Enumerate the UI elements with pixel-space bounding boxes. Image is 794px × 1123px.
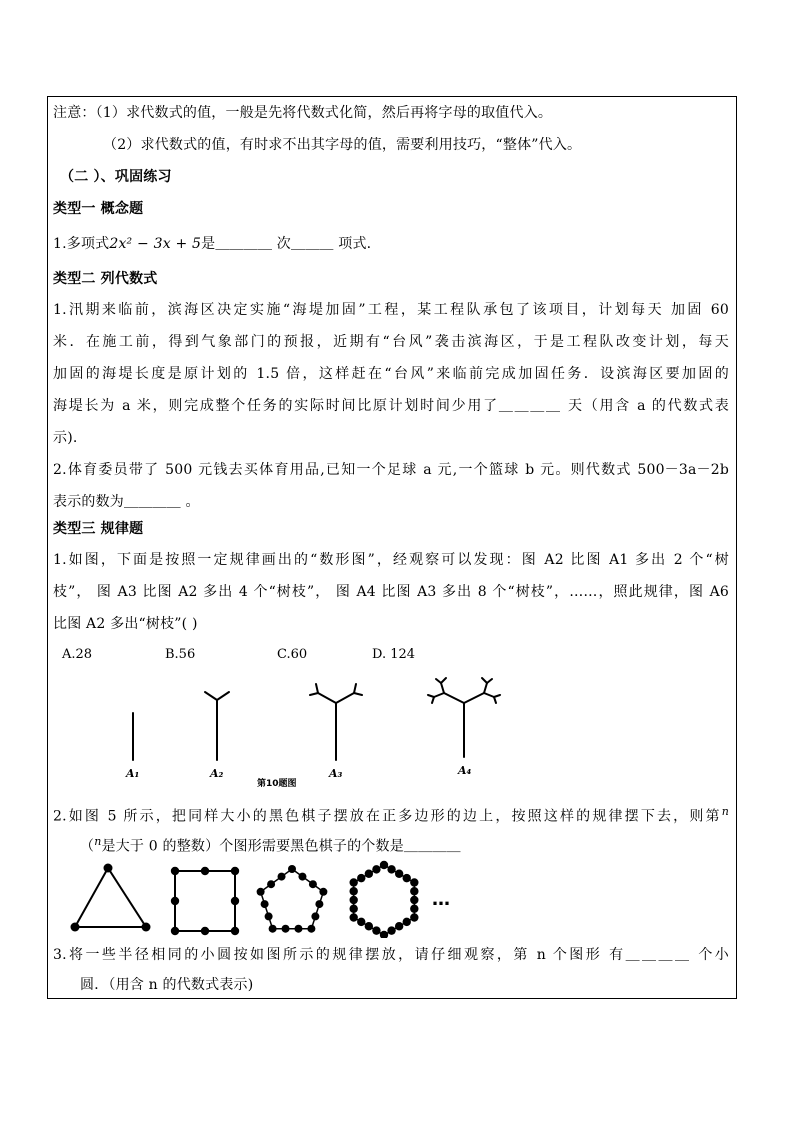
pentagon-dot	[315, 900, 323, 908]
hexagon-dot	[410, 896, 418, 904]
hexagon-dot	[365, 922, 373, 930]
q1-suffix: 是＿＿＿＿ 次＿＿＿ 项式.	[201, 236, 372, 252]
pentagon-dot	[269, 925, 277, 933]
type2-q1-line-3: 加固的海堤长度是原计划的 1.5 倍，这样赶在“台风”来临前完成加固任务．设滨海区要加固的	[53, 366, 729, 382]
type3-q3-line-1: 3.将一些半径相同的小圆按如图所示的规律摆放，请仔细观察，第 n 个图形 有＿＿＿＿ 个小	[53, 947, 729, 963]
hexagon-shape	[349, 861, 418, 938]
pentagon-shape	[257, 865, 328, 933]
hexagon-dot	[387, 865, 395, 873]
hexagon-dot	[410, 887, 418, 895]
hexagon-dot	[403, 874, 411, 882]
q1-expression: 2x² − 3x + 5	[109, 236, 202, 252]
pentagon-dot	[282, 925, 290, 933]
pentagon-dot	[309, 880, 317, 888]
type3-q1-line-3: 比图 A2 多出“树枝”( )	[53, 616, 198, 632]
hexagon-dot	[372, 865, 380, 873]
pentagon-dot	[288, 865, 296, 873]
pentagon-dot	[294, 925, 302, 933]
label-a2: A₂	[210, 767, 224, 780]
variable-n: n	[721, 805, 729, 818]
hexagon-dot	[349, 887, 357, 895]
hexagon-dot	[410, 878, 418, 886]
type1-question-1	[53, 236, 371, 252]
square-shape	[175, 871, 235, 931]
hexagon-dot	[349, 905, 357, 913]
type2-q2-line-2: 表示的数为＿＿＿＿ 。	[53, 494, 200, 510]
type2-q2-line-1: 2.体育委员带了 500 元钱去买体育用品,已知一个足球 a 元,一个篮球 b 元。则代数式 500－3a－2b	[53, 462, 729, 478]
hexagon-dot	[410, 913, 418, 921]
hexagon-dot	[372, 926, 380, 934]
type2-q1-line-4: 海堤长为 a 米，则完成整个任务的实际时间比原计划时间少用了＿＿＿＿ 天（用含 a 的代数式表	[53, 398, 729, 414]
pentagon-dot	[267, 880, 275, 888]
choice-a: A.28	[62, 647, 93, 662]
choice-b: B.56	[165, 647, 196, 662]
note-line-1: 注意：（1）求代数式的值，一般是先将代数式化简，然后再将字母的取值代入。	[53, 105, 553, 121]
hexagon-dot	[387, 926, 395, 934]
pentagon-dot	[307, 925, 315, 933]
type2-q1-line-2: 米．在施工前，得到气象部门的预报，近期有“台风”袭击滨海区，于是工程队改变计划，每天	[53, 334, 729, 350]
hexagon-dot	[357, 918, 365, 926]
label-a3: A₃	[329, 767, 343, 780]
tree-figure	[110, 675, 520, 790]
label-a4: A₄	[458, 764, 472, 777]
pentagon-dot	[265, 912, 273, 920]
figure-caption: 第10题图	[257, 779, 297, 789]
type3-q1-line-1: 1.如图，下面是按照一定规律画出的“数形图”，经观察可以发现：图 A2 比图 A1 多出 2 个“树	[53, 552, 729, 568]
pentagon-dot	[319, 888, 327, 896]
hexagon-dot	[349, 913, 357, 921]
hexagon-dot	[357, 874, 365, 882]
choice-c: C.60	[277, 647, 308, 662]
q1-prefix: 1.多项式	[53, 236, 110, 252]
tree-a4	[428, 678, 500, 757]
polygon-figure	[60, 858, 480, 938]
choice-d: D. 124	[372, 647, 416, 662]
tree-a3	[310, 684, 362, 760]
triangle-shape	[75, 868, 146, 927]
hexagon-dot	[395, 922, 403, 930]
type3-q2-line-2: （$^n$是大于 0 的整数）个图形需要黑色棋子的个数是＿＿＿＿	[80, 835, 461, 855]
hexagon-dot	[403, 918, 411, 926]
hexagon-dot	[395, 870, 403, 878]
hexagon-dot	[349, 878, 357, 886]
type1-heading: 类型一 概念题	[53, 201, 144, 217]
type3-q1-line-2: 枝”， 图 A3 比图 A2 多出 4 个“树枝”， 图 A4 比图 A3 多出 8 个“树枝”，……，照此规律，图 A6	[53, 584, 729, 600]
hexagon-dot	[410, 905, 418, 913]
polygon-ellipsis: …	[432, 889, 450, 910]
pentagon-dot	[311, 912, 319, 920]
type2-heading: 类型二 列代数式	[53, 271, 158, 287]
pentagon-dot	[278, 873, 286, 881]
pentagon-dot	[298, 873, 306, 881]
type3-q3-line-2: 圆．（用含 n 的代数式表示)	[80, 977, 254, 993]
hexagon-dot	[365, 870, 373, 878]
type2-q1-line-1: 1.汛期来临前，滨海区决定实施“海堤加固”工程，某工程队承包了该项目，计划每天 加固 60	[53, 302, 729, 318]
pentagon-dot	[261, 900, 269, 908]
note-line-2: （2）求代数式的值，有时求不出其字母的值，需要利用技巧，“整体”代入。	[103, 137, 582, 153]
hexagon-dot	[349, 896, 357, 904]
type3-heading: 类型三 规律题	[53, 521, 144, 537]
tree-a2	[205, 692, 229, 760]
pentagon-dot	[257, 888, 265, 896]
hexagon-dot	[380, 861, 388, 869]
section-title: （二 ）、巩固练习	[60, 169, 172, 185]
type2-q1-line-5: 示).	[53, 430, 78, 446]
type3-q2-line-1: 2.如图 5 所示，把同样大小的黑色棋子摆放在正多边形的边上，按照这样的规律摆下去，则第$^n$	[53, 805, 729, 825]
label-a1: A₁	[126, 767, 140, 780]
hexagon-dot	[380, 931, 388, 938]
